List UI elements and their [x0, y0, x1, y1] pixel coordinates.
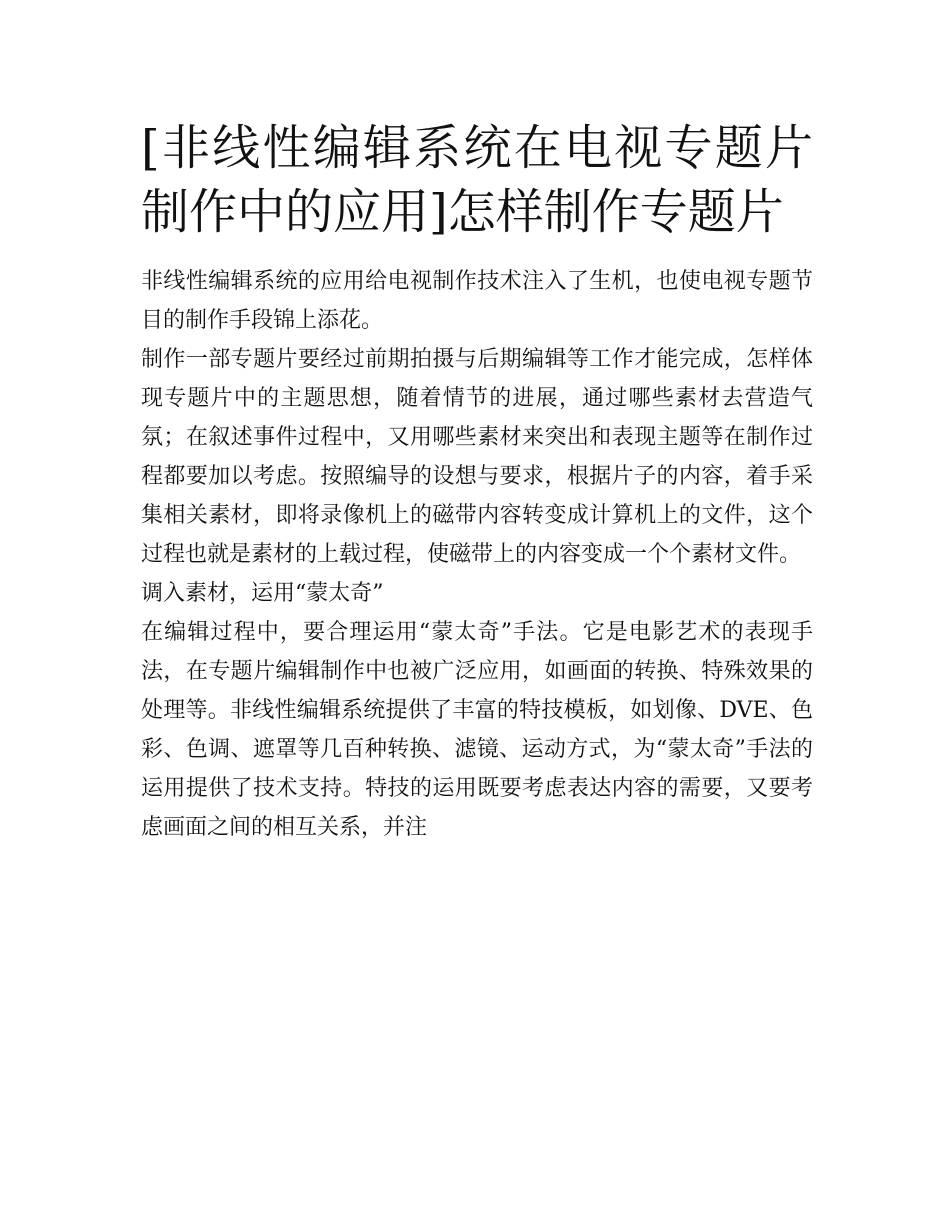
paragraph-production: 制作一部专题片要经过前期拍摄与后期编辑等工作才能完成，怎样体现专题片中的主题思想，随着情节的进展，通过哪些素材去营造气氛；在叙述事件过程中，又用哪些素材来突出和表现主题等在制作过程都要加以考虑。按照编导的设想与要求，根据片子的内容，着手采集相关素材，即将录像机上的磁带内容转变成计算机上的文件，这个过程也就是素材的上载过程，使磁带上的内容变成一个个素材文件。 — [141, 347, 813, 567]
paragraph-montage: 在编辑过程中，要合理运用“蒙太奇”手法。它是电影艺术的表现手法，在专题片编辑制作中也被广泛应用，如画面的转换、特殊效果的处理等。非线性编辑系统提供了丰富的特技模板，如划像、DVE、色彩、色调、遮罩等几百种转换、滤镜、运动方式，为“蒙太奇”手法的运用提供了技术支持。特技的运用既要考虑表达内容的需要，又要考虑画面之间的相互关系，并注 — [141, 620, 813, 840]
document-title: [非线性编辑系统在电视专题片制作中的应用]怎样制作专题片 — [141, 120, 813, 240]
paragraph-intro: 非线性编辑系统的应用给电视制作技术注入了生机，也使电视专题节目的制作手段锦上添花。 — [141, 269, 813, 333]
paragraph-list — [141, 262, 813, 847]
section-heading: 调入素材，运用“蒙太奇” — [141, 581, 384, 606]
document-body — [141, 116, 813, 847]
